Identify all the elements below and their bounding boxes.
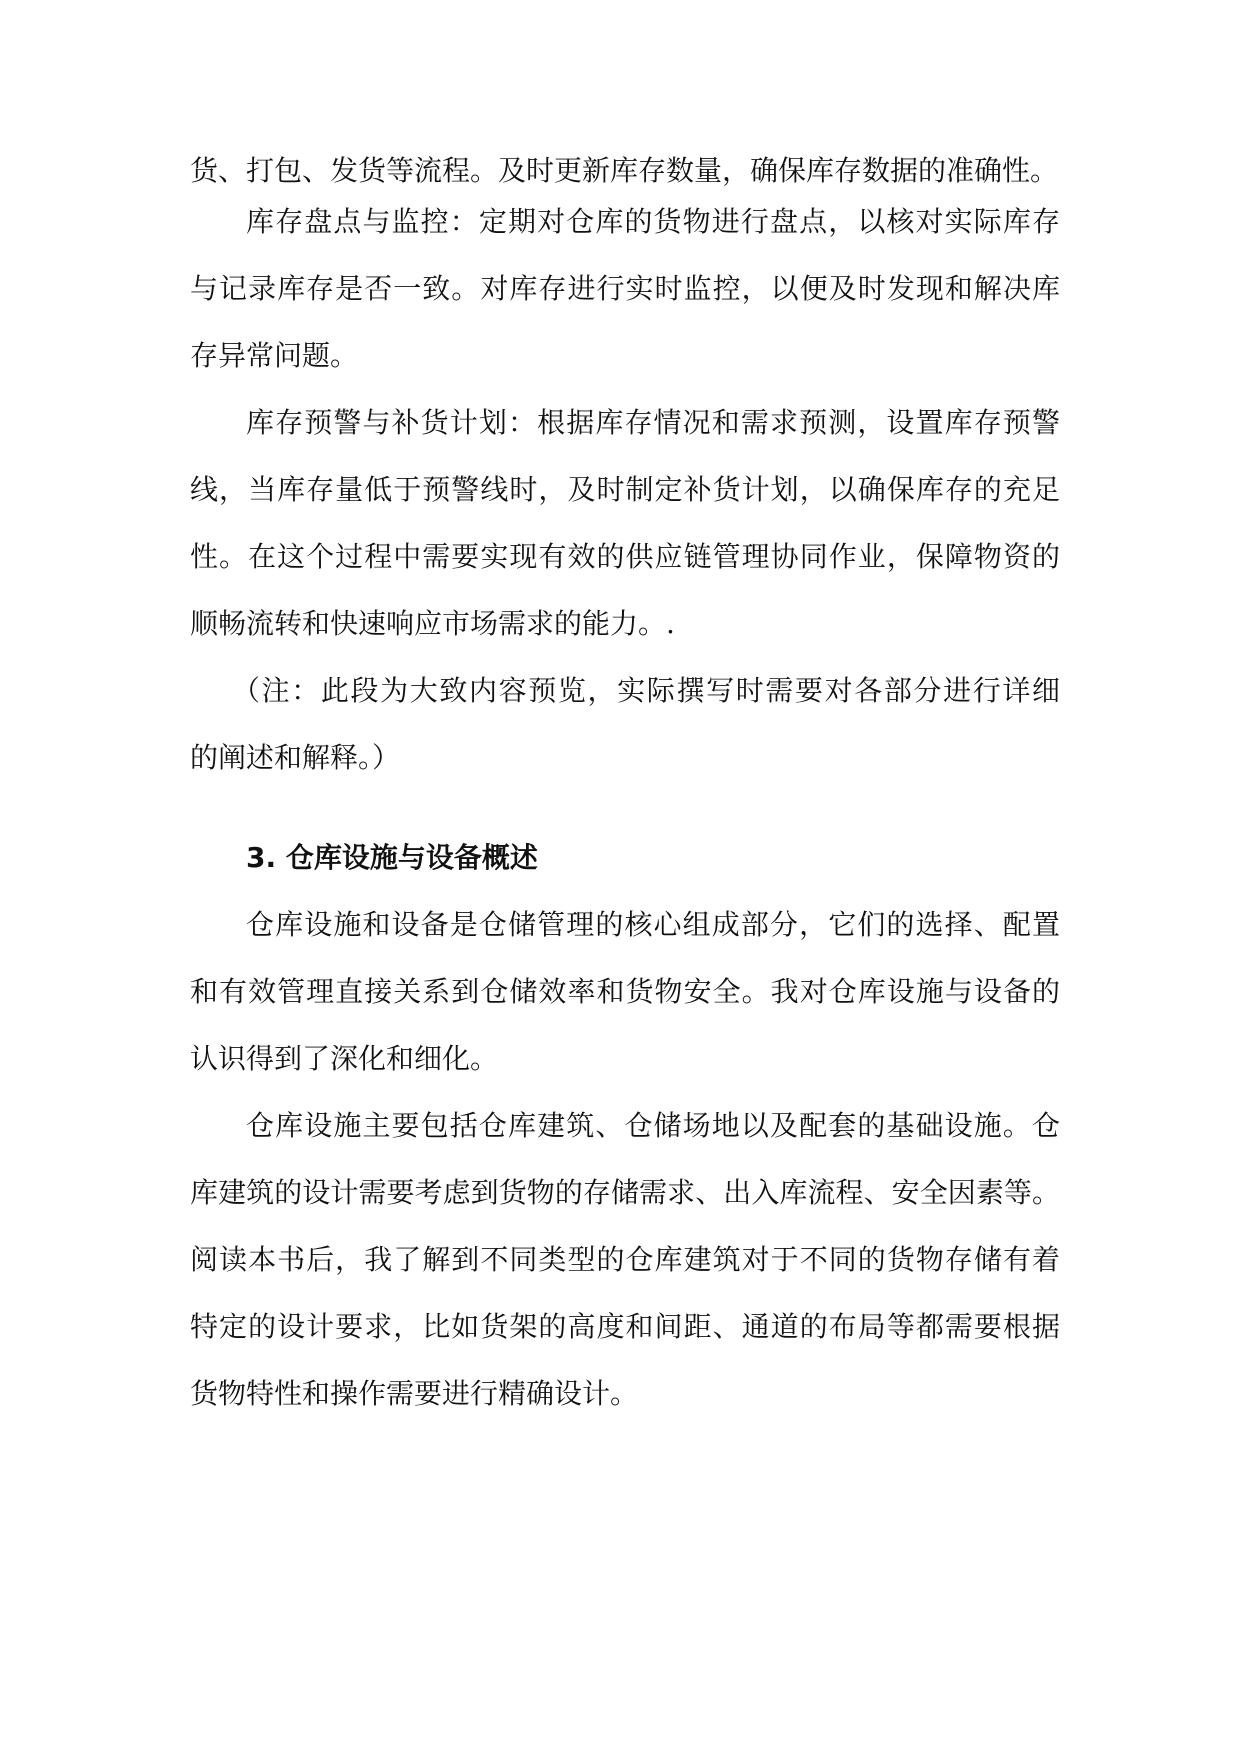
text-line: 库建筑的设计需要考虑到货物的存储需求、出入库流程、安全因素等。 bbox=[190, 1176, 1060, 1209]
text-line: 货、打包、发货等流程。及时更新库存数量，确保库存数据的准确性。 bbox=[190, 154, 1059, 187]
text-line: （注：此段为大致内容预览，实际撰写时需要对各部分进行详细 bbox=[232, 674, 1060, 707]
text-line: 货物特性和操作需要进行精确设计。 bbox=[190, 1377, 639, 1410]
text-line: 性。在这个过程中需要实现有效的供应链管理协同作业，保障物资的 bbox=[190, 540, 1060, 573]
text-line: 仓库设施和设备是仓储管理的核心组成部分，它们的选择、配置 bbox=[246, 908, 1060, 941]
text-line: 库存预警与补货计划：根据库存情况和需求预测，设置库存预警 bbox=[246, 406, 1060, 439]
text-line: 认识得到了深化和细化。 bbox=[190, 1042, 499, 1075]
text-line: 仓库设施主要包括仓库建筑、仓储场地以及配套的基础设施。仓 bbox=[246, 1109, 1060, 1142]
text-line: 库存盘点与监控：定期对仓库的货物进行盘点，以核对实际库存 bbox=[246, 205, 1060, 238]
text-line: 的阐述和解释。） bbox=[190, 741, 401, 774]
text-line: 线，当库存量低于预警线时，及时制定补货计划，以确保库存的充足 bbox=[190, 473, 1060, 506]
text-line: 存异常问题。 bbox=[190, 339, 359, 372]
text-line: 和有效管理直接关系到仓储效率和货物安全。我对仓库设施与设备的 bbox=[190, 975, 1060, 1008]
text-line: 特定的设计要求，比如货架的高度和间距、通道的布局等都需要根据 bbox=[190, 1310, 1060, 1343]
text-line: 与记录库存是否一致。对库存进行实时监控，以便及时发现和解决库 bbox=[190, 272, 1060, 305]
text-line: 顺畅流转和快速响应市场需求的能力。. bbox=[190, 607, 675, 640]
section-heading: 3. 仓库设施与设备概述 bbox=[246, 841, 538, 874]
text-line: 阅读本书后，我了解到不同类型的仓库建筑对于不同的货物存储有着 bbox=[190, 1243, 1060, 1276]
